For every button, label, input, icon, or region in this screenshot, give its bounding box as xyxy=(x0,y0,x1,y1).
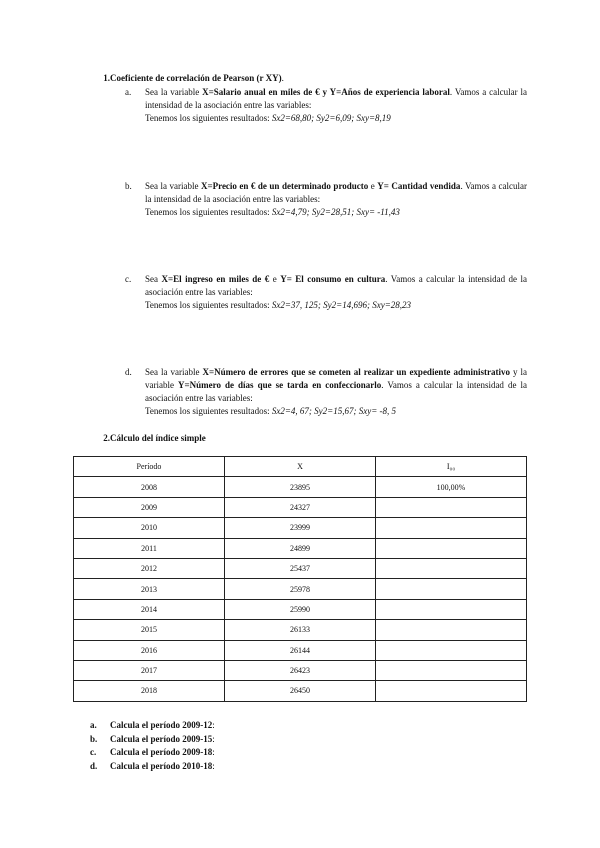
table-row xyxy=(74,640,527,660)
item-c-text: Sea X=El ingreso en miles de € e Y= El consumo en cultura. Vamos a calcular la intensidad de la asociación entre las variables: xyxy=(145,274,527,297)
cell-period: 2014 xyxy=(74,599,225,619)
item-b-text: Sea la variable X=Precio en € de un determinado producto e Y= Cantidad vendida. Vamos a calcular la intensidad de la asociación entre las variables: xyxy=(145,181,527,204)
table-row xyxy=(74,518,527,538)
item-a xyxy=(125,86,527,125)
cell-period: 2008 xyxy=(74,477,225,497)
item-a-text: Sea la variable X=Salario anual en miles de € y Y=Años de experiencia laboral. Vamos a calcular la intensidad de la asociación entre las variables: xyxy=(145,87,527,110)
table-row xyxy=(74,599,527,619)
cell-period: 2009 xyxy=(74,497,225,517)
cell-index xyxy=(376,538,527,558)
cell-period: 2010 xyxy=(74,518,225,538)
cell-index xyxy=(376,579,527,599)
question-a: a. Calcula el período 2009-12: xyxy=(90,720,215,730)
cell-index xyxy=(376,620,527,640)
question-b: b. Calcula el período 2009-15: xyxy=(90,734,215,744)
item-d xyxy=(125,366,527,418)
cell-index xyxy=(376,558,527,578)
cell-x: 24327 xyxy=(225,497,376,517)
cell-index xyxy=(376,640,527,660)
cell-period: 2017 xyxy=(74,660,225,680)
item-c-result: Tenemos los siguientes resultados: Sx2=37, 125; Sy2=14,696; Sxy=28,23 xyxy=(145,300,412,310)
item-a-result: Tenemos los siguientes resultados: Sx2=68,80; Sy2=6,09; Sxy=8,19 xyxy=(145,113,391,123)
item-b xyxy=(125,180,527,219)
table-row xyxy=(74,477,527,497)
item-c-letter: c. xyxy=(125,274,132,284)
cell-index xyxy=(376,518,527,538)
question-d: d. Calcula el período 2010-18: xyxy=(90,761,215,771)
cell-x: 23999 xyxy=(225,518,376,538)
cell-period: 2015 xyxy=(74,620,225,640)
cell-index xyxy=(376,660,527,680)
table-row xyxy=(74,681,527,701)
item-b-result: Tenemos los siguientes resultados: Sx2=4,79; Sy2=28,51; Sxy= -11,43 xyxy=(145,207,400,217)
header-index: I₀₀ xyxy=(376,457,527,477)
item-c xyxy=(125,273,527,312)
item-a-letter: a. xyxy=(125,87,132,97)
header-period: Período xyxy=(74,457,225,477)
table-header-row xyxy=(74,457,527,477)
item-d-result: Tenemos los siguientes resultados: Sx2=4, 67; Sy2=15,67; Sxy= -8, 5 xyxy=(145,406,397,416)
table-row xyxy=(74,558,527,578)
cell-x: 26144 xyxy=(225,640,376,660)
cell-x: 24899 xyxy=(225,538,376,558)
section-1-number: 1. xyxy=(103,73,110,83)
cell-x: 26450 xyxy=(225,681,376,701)
cell-index xyxy=(376,497,527,517)
cell-x: 23895 xyxy=(225,477,376,497)
item-d-letter: d. xyxy=(125,367,132,377)
cell-period: 2018 xyxy=(74,681,225,701)
question-c: c. Calcula el período 2009-18: xyxy=(90,747,215,757)
table-row xyxy=(74,660,527,680)
cell-index xyxy=(376,681,527,701)
cell-x: 26423 xyxy=(225,660,376,680)
cell-x: 26133 xyxy=(225,620,376,640)
header-x: X xyxy=(225,457,376,477)
section-2-number: 2. xyxy=(103,433,110,443)
cell-index: 100,00% xyxy=(376,477,527,497)
cell-period: 2013 xyxy=(74,579,225,599)
table-row xyxy=(74,538,527,558)
cell-period: 2012 xyxy=(74,558,225,578)
table-row xyxy=(74,579,527,599)
cell-x: 25978 xyxy=(225,579,376,599)
cell-period: 2016 xyxy=(74,640,225,660)
cell-index xyxy=(376,599,527,619)
item-b-letter: b. xyxy=(125,181,132,191)
table-row xyxy=(74,497,527,517)
item-d-text: Sea la variable X=Número de errores que se cometen al realizar un expediente administrativo y la variable Y=Número de días que se tarda en confeccionarlo. Vamos a calcular la intensidad de la asociación entre las variables: xyxy=(145,367,527,403)
section-2-title: Cálculo del índice simple xyxy=(110,433,206,443)
index-table xyxy=(73,456,527,702)
cell-period: 2011 xyxy=(74,538,225,558)
cell-x: 25990 xyxy=(225,599,376,619)
section-1-title: Coeficiente de correlación de Pearson (r XY). xyxy=(110,73,284,83)
table-row xyxy=(74,620,527,640)
cell-x: 25437 xyxy=(225,558,376,578)
